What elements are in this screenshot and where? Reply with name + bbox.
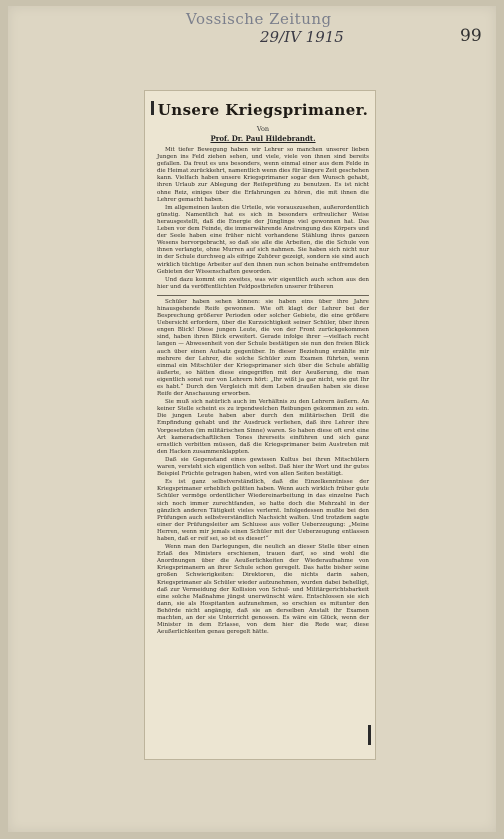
byline-von: Von xyxy=(256,125,270,133)
column-divider xyxy=(157,295,369,296)
newspaper-source-stamp: Vossische Zeitung xyxy=(186,10,332,28)
newspaper-clipping xyxy=(144,90,376,760)
article-title: Unsere Kriegsprimaner. xyxy=(157,101,369,119)
paragraph-3: Und dazu kommt ein zweites, was wir eigentlich auch schon aus den hier und da veröffentlichten Feldpostbriefen unserer früheren xyxy=(157,276,369,290)
paragraph-8: Wenn man den Darlegungen, die neulich an dieser Stelle über einen Erlaß des Ministers erschienen, trauen darf, so sind wohl die Anordnungen über die Aeußerlichkeiten der Wiederaufnahme von Kriegsprimanern an ihrer Schule schon geregelt. Das hatte bisher seine großen Schwierigkeiten: Direktoren, die nichts darin sahen, Kriegsprimaner als Schüler wieder aufzunehmen, wurden dabei behelligt, daß zur Vermeidung der Kollision von Schul- und Militärgerichtsbarkeit eine solche Maßnahme jüngst unerwünscht wäre. Entschlossen sie sich dann, sie als Hospitanten aufzunehmen, so erschien es mitunter den Behörde nicht angängig, daß sie an derselben Anstalt ihr Examen machten, an der sie Unterricht genossen. Es wäre ein Glück, wenn der Minister in dem Erlasse, von dem hier die Rede war, diese Aeußerlichkeiten genau geregelt hätte. xyxy=(157,544,369,636)
paragraph-1: Mit tiefer Bewegung haben wir Lehrer so manchen unserer lieben Jungen ins Feld ziehen sehen, und viele, viele von ihnen sind bereits gefallen. Da freut es uns besonders, wenn einmal einer aus dem Felde in die Heimat zurückkehrt, namentlich wenn dies für längere Zeit geschehen kann. Vielfach haben unsere Kriegsprimaner sogar den Wunsch gehabt, ihren Urlaub zur Ablegung der Reifeprüfung zu benutzen. Es ist nicht ohne Reiz, einiges über die Erfahrungen zu hören, die mit ihnen die Lehrer gemacht haben. xyxy=(157,147,369,203)
paragraph-5: Sie muß sich natürlich auch im Verhältnis zu den Lehrern äußern. An keiner Stelle scheint es zu irgendwelchen Reibungen gekommen zu sein. Die jungen Leute haben aber durch den militärischen Drill die Empfindung gehabt und ihr Ausdruck verliehen, daß ihre Lehrer ihre Vorgesetzten (im militärischen Sinne) waren. So haben diese oft erst eine Art kameradschaftlichen Tones ihrerseits einführen und sich ganz ernstlich verbitten müssen, daß die Kriegsprimaner beim Austreten mit den Hacken zusammenklappten. xyxy=(157,399,369,455)
paragraph-7: Es ist ganz selbstverständlich, daß die Einzelkenntnisse der Kriegsprimaner erheblich gelitten haben. Wenn auch wirklich früher gute Schüler vermöge ordentlicher Wiedereinarbeitung in das einzelne Fach sich noch immer zurechtfanden, so hatte doch die Mehrzahl in der gänzlich anderen Tätigkeit vieles verlernt. Infolgedessen mußte bei den Prüfungen auch selbstverständlich Nachsicht walten. Und trotzdem sagte einer der Prüfungsleiter am Schlusse aus voller Ueberzeugung: „Meine Herren, wenn mir jemals einen Schüler mit der Ueberzeugung entlassen haben, daß er reif sei, so ist es dieser!“ xyxy=(157,479,369,542)
archive-sheet xyxy=(8,6,496,832)
page-number: 99 xyxy=(460,26,482,46)
paragraph-6: Daß sie Gegenstand eines gewissen Kultus bei ihren Mitschülern waren, versteht sich eigentlich von selbst. Daß hier ihr Wort und ihr gutes Beispiel Früchte getragen haben, wird von allen Seiten bestätigt. xyxy=(157,456,369,478)
clip-marker-bottom xyxy=(368,725,371,745)
paragraph-2: Im allgemeinen lauten die Urteile, wie vorauszusehen, außerordentlich günstig. Namentlich hat es sich in besonders erfreulicher Weise herausgestellt, daß die Energie der Jünglinge viel gewonnen hat. Das Leben vor dem Feinde, die immerwährende Anstrengung des Körpers und der Seele haben eine früher nicht vorhandene Stählung ihres ganzen Wesens hervorgebracht, so daß sie alle die Arbeiten, die die Schule von ihnen verlangte, ohne Murren auf sich nahmen. Sie haben sich nicht nur in der Schule durchweg als eifrige Zuhörer gezeigt, sondern sie sind auch wirklich tüchtige Arbeiter auf den ihnen nun schon beinahe entfremdeten Gebieten der Wissenschaften geworden. xyxy=(157,204,369,275)
clip-marker-top xyxy=(151,101,154,115)
byline-author: Prof. Dr. Paul Hildebrandt. xyxy=(210,134,316,143)
handwritten-date: 29/IV 1915 xyxy=(260,28,344,46)
paragraph-4: Schüler haben sehen können: sie haben eins über ihre Jahre hinausgehende Reife gewonnen. Wie oft klagt der Lehrer bei der Besprechung größerer Perioden oder solcher Gebiete, die eine größere Uebersicht erfordern, über die Kurzsichtigkeit seiner Schüler, über ihren engen Blick! Diese jungen Leute, die von der Front zurückgekommen sind, haben ihren Blick erweitert. Gerade infolge ihrer —vielfach recht langen — Abwesenheit von der Schule bestätigen sie nun den freien Blick auch über einen Aufsatz gegenüber. In dieser Beziehung erzählte mir mehrere der Lehrer, die solche Schüler zum Examen führten, wenn einmal ein Mitschüler der Kriegsprimaner sich über die Schule abfällig äußerte, so hätten diese eingegriffen mit der Aeußerung, die man eigentlich sonst nur von Lehrern hört: „Ihr wißt ja gar nicht, wie gut Ihr es habt.“ Durch den Vergleich mit dem Leben draußen haben sie diese Reife der Anschauung erworben. xyxy=(157,298,369,398)
